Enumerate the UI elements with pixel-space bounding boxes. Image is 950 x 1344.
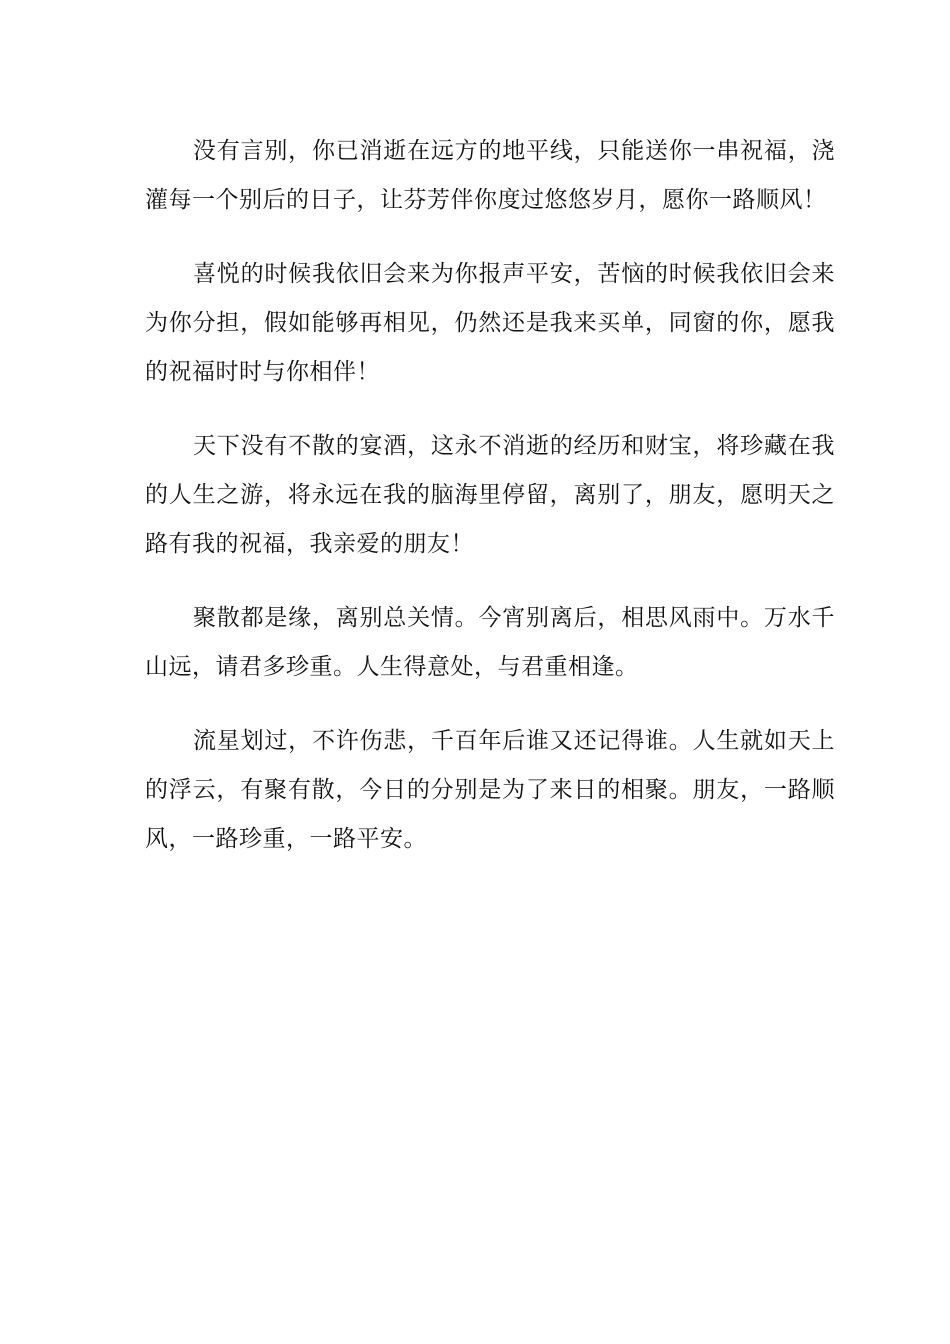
paragraph-5: 流星划过，不许伤悲，千百年后谁又还记得谁。人生就如天上的浮云，有聚有散，今日的分别是为了来日的相聚。朋友，一路顺风，一路珍重，一路平安。 [145, 728, 835, 852]
paragraph-1: 没有言别，你已消逝在远方的地平线，只能送你一串祝福，浇灌每一个别后的日子，让芬芳伴你度过悠悠岁月，愿你一路顺风！ [145, 138, 835, 213]
paragraph-2: 喜悦的时候我依旧会来为你报声平安，苦恼的时候我依旧会来为你分担，假如能够再相见，仍然还是我来买单，同窗的你，愿我的祝福时时与你相伴！ [145, 261, 835, 385]
paragraph-4: 聚散都是缘，离别总关情。今宵别离后，相思风雨中。万水千山远，请君多珍重。人生得意处，与君重相逢。 [145, 605, 835, 680]
paragraph-3: 天下没有不散的宴酒，这永不消逝的经历和财宝，将珍藏在我的人生之游，将永远在我的脑海里停留，离别了，朋友，愿明天之路有我的祝福，我亲爱的朋友！ [145, 433, 835, 557]
document-body [145, 127, 835, 864]
